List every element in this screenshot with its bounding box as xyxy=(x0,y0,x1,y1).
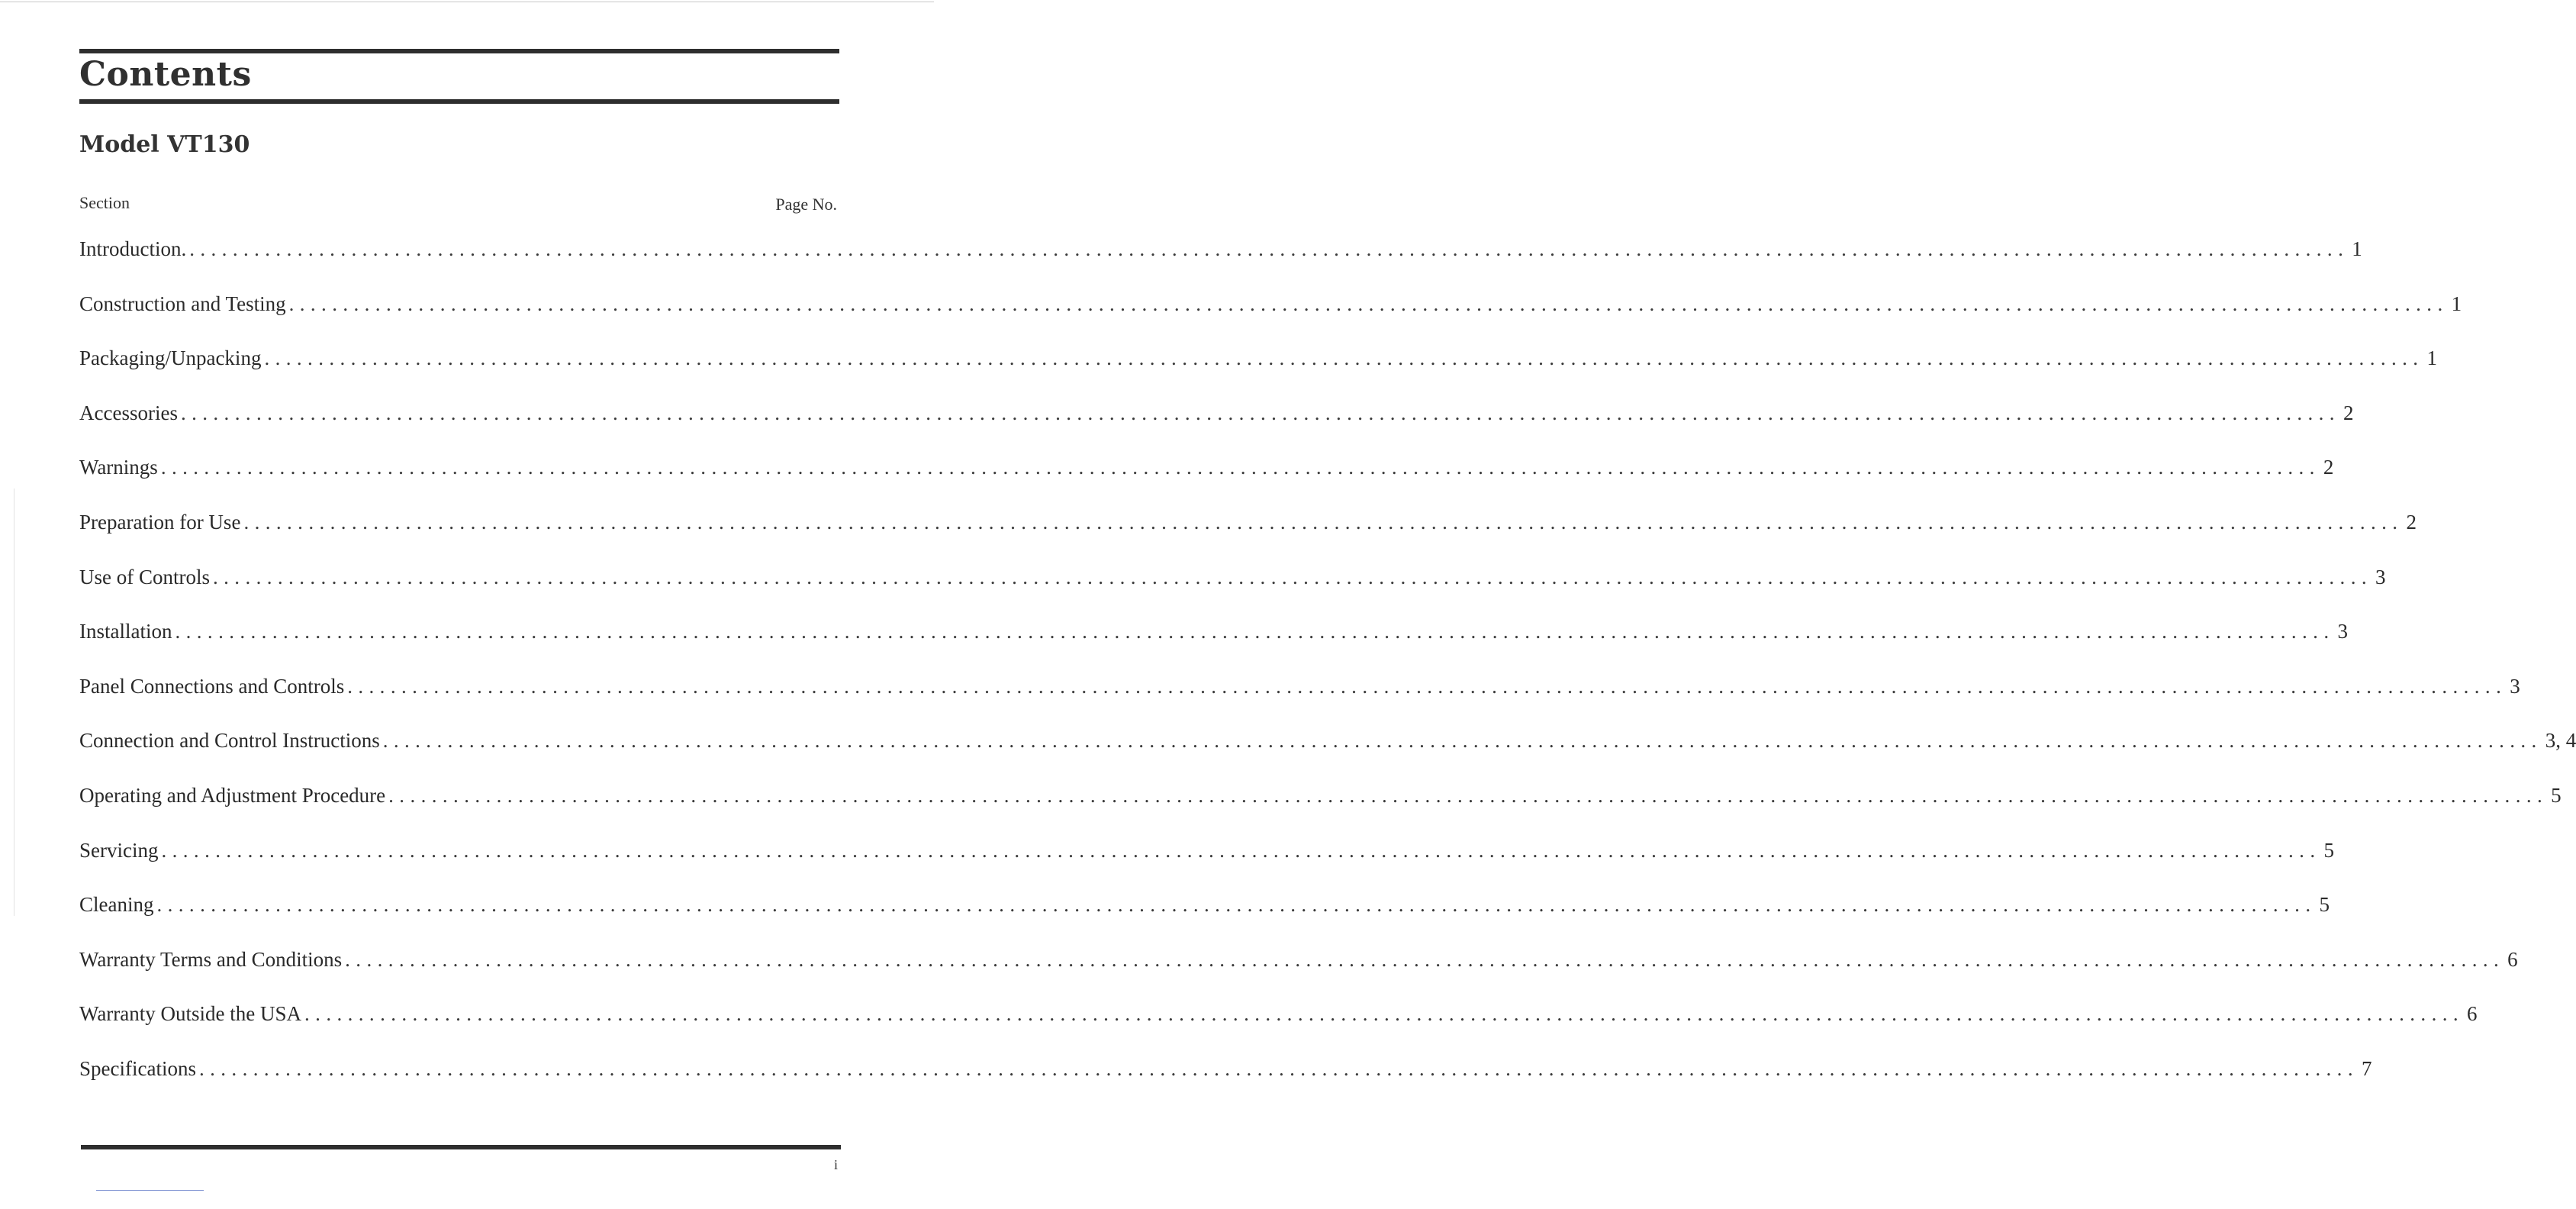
toc-entry-specifications[interactable] xyxy=(79,1055,2372,1110)
toc-entry-page: 5 xyxy=(2551,783,2562,807)
toc-entry-accessories[interactable] xyxy=(79,399,2354,454)
page-column-header: Page No. xyxy=(775,195,837,214)
toc-entry-label: Panel Connections and Controls xyxy=(79,674,345,698)
dot-leader: ........................................................................................................................................................................................................ xyxy=(382,729,2542,753)
toc-entry-page: 3 xyxy=(2510,674,2520,698)
toc-entry-label: Installation xyxy=(79,620,172,643)
dot-leader: ........................................................................................................................................................................................................ xyxy=(345,947,2505,971)
dot-leader: ........................................................................................................................................................................................................ xyxy=(189,237,2349,260)
toc-entry-warranty-terms-and-conditions[interactable] xyxy=(79,946,2518,1001)
dot-leader: ........................................................................................................................................................................................................ xyxy=(304,1002,2465,1026)
title-rule-bottom xyxy=(79,99,839,104)
dot-leader: ........................................................................................................................................................................................................ xyxy=(175,620,2335,643)
dot-leader: ........................................................................................................................................................................................................ xyxy=(388,783,2549,807)
toc-entry-label: Servicing xyxy=(79,838,159,862)
toc-entry-page: 3, 4 xyxy=(2545,729,2576,753)
toc-entry-construction-and-testing[interactable] xyxy=(79,290,2462,345)
page-number: i xyxy=(833,1157,838,1172)
toc-entry-page: 1 xyxy=(2352,237,2362,260)
toc-entry-label: Warranty Terms and Conditions xyxy=(79,947,343,971)
page-title: Contents xyxy=(79,55,252,94)
toc-entry-page: 3 xyxy=(2375,565,2386,588)
toc-entry-label: Warranty Outside the USA xyxy=(79,1002,302,1026)
toc-entry-packaging-unpacking[interactable] xyxy=(79,344,2437,399)
toc-entry-label: Specifications xyxy=(79,1056,196,1080)
toc-entry-warnings[interactable] xyxy=(79,453,2334,508)
toc-entry-page: 5 xyxy=(2319,893,2330,917)
table-of-contents xyxy=(79,235,2576,1110)
toc-entry-label: Packaging/Unpacking xyxy=(79,347,262,370)
dot-leader: ........................................................................................................................................................................................................ xyxy=(243,510,2404,534)
toc-entry-page: 1 xyxy=(2426,347,2437,370)
toc-entry-page: 6 xyxy=(2467,1002,2478,1026)
toc-entry-label: Connection and Control Instructions xyxy=(79,729,380,753)
section-column-header: Section xyxy=(79,193,130,212)
toc-entry-label: Construction and Testing xyxy=(79,292,286,315)
dot-leader: ........................................................................................................................................................................................................ xyxy=(156,893,2317,917)
dot-leader: ........................................................................................................................................................................................................ xyxy=(347,674,2507,698)
dot-leader: ........................................................................................................................................................................................................ xyxy=(160,456,2320,479)
toc-entry-label: Use of Controls xyxy=(79,565,210,588)
toc-entry-preparation-for-use[interactable] xyxy=(79,508,2417,563)
toc-entry-page: 3 xyxy=(2337,620,2348,643)
dot-leader: ........................................................................................................................................................................................................ xyxy=(288,292,2449,315)
toc-entry-cleaning[interactable] xyxy=(79,891,2330,946)
toc-entry-installation[interactable] xyxy=(79,617,2348,672)
dot-leader: ........................................................................................................................................................................................................ xyxy=(180,401,2340,424)
dot-leader: ........................................................................................................................................................................................................ xyxy=(213,565,2372,588)
toc-entry-warranty-outside-the-usa[interactable] xyxy=(79,1000,2478,1055)
dot-leader: ........................................................................................................................................................................................................ xyxy=(161,838,2321,862)
dot-leader: ........................................................................................................................................................................................................ xyxy=(264,347,2424,370)
toc-entry-label: Warnings xyxy=(79,456,158,479)
dot-leader: ........................................................................................................................................................................................................ xyxy=(198,1056,2359,1080)
toc-entry-label: Introduction. xyxy=(79,237,187,260)
model-title: Model VT130 xyxy=(79,131,250,158)
toc-entry-page: 2 xyxy=(2323,456,2334,479)
scan-artifact-line xyxy=(96,1190,204,1191)
toc-entry-page: 7 xyxy=(2361,1056,2372,1080)
footer-rule xyxy=(81,1145,841,1149)
toc-entry-label: Accessories xyxy=(79,401,178,424)
toc-entry-label: Preparation for Use xyxy=(79,510,241,534)
toc-entry-panel-connections-and-controls[interactable] xyxy=(79,672,2520,727)
toc-entry-page: 6 xyxy=(2507,947,2518,971)
toc-entry-introduction[interactable] xyxy=(79,235,2362,290)
toc-entry-use-of-controls[interactable] xyxy=(79,563,2386,618)
toc-entry-connection-and-control-instructions[interactable] xyxy=(79,727,2576,782)
toc-entry-page: 2 xyxy=(2343,401,2354,424)
toc-entry-label: Operating and Adjustment Procedure xyxy=(79,783,386,807)
toc-entry-page: 2 xyxy=(2406,510,2417,534)
toc-entry-servicing[interactable] xyxy=(79,837,2334,891)
toc-entry-page: 1 xyxy=(2451,292,2462,315)
toc-entry-operating-and-adjustment-procedure[interactable] xyxy=(79,782,2562,837)
toc-entry-page: 5 xyxy=(2323,838,2334,862)
toc-entry-label: Cleaning xyxy=(79,893,154,917)
